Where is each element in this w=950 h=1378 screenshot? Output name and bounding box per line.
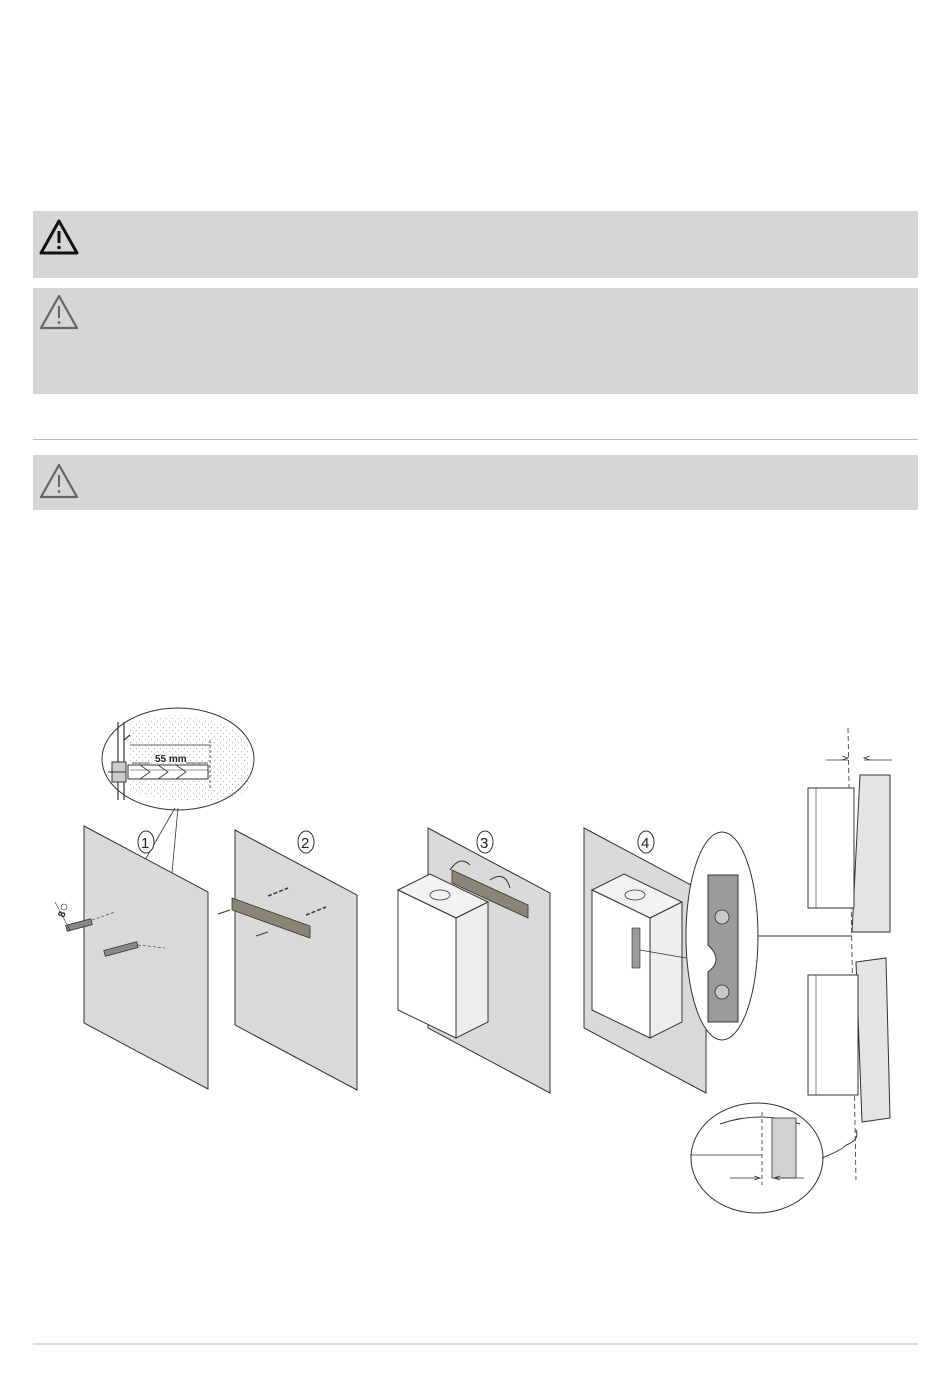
step-2-panel xyxy=(218,830,357,1090)
anchor-depth-label: 55 mm xyxy=(155,754,187,765)
step-3-number: 3 xyxy=(480,835,489,852)
step-1-panel xyxy=(55,826,208,1089)
step-1-number: 1 xyxy=(141,835,150,852)
side-view-bottom xyxy=(808,958,890,1145)
drill-diameter-label: 8 xyxy=(56,910,69,920)
gap-detail-callout xyxy=(690,1103,846,1213)
step-2-number: 2 xyxy=(301,835,310,852)
anchor-detail-callout xyxy=(102,708,254,810)
step-3-panel xyxy=(398,828,550,1093)
step-4-number: 4 xyxy=(641,835,650,852)
